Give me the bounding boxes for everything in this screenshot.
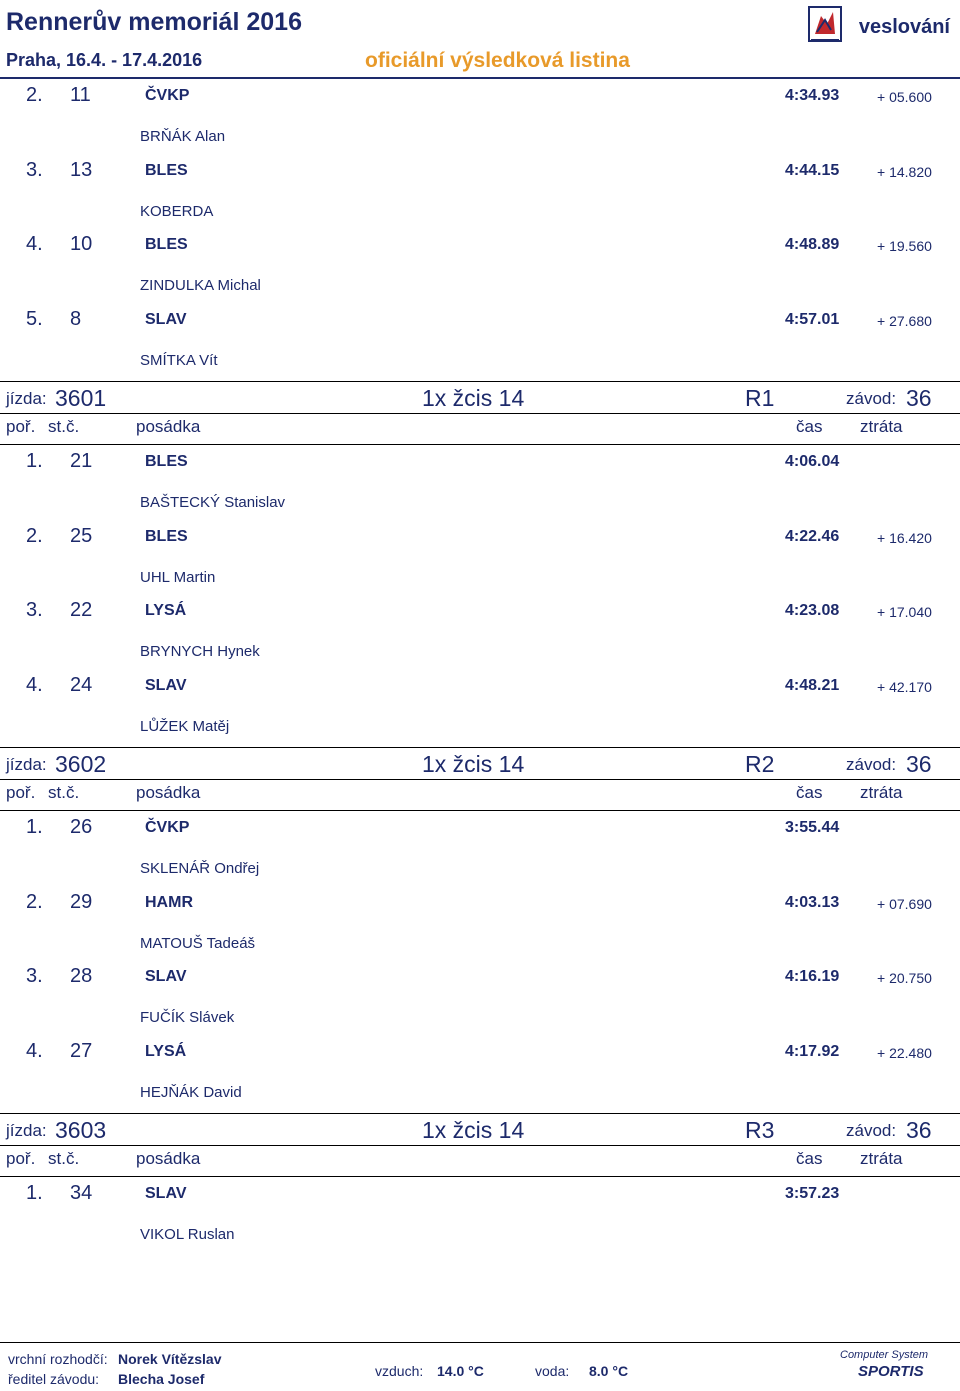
director-name: Blecha Josef	[118, 1371, 205, 1387]
result-rower-name: UHL Martin	[140, 568, 216, 586]
air-temp-label: vzduch:	[375, 1363, 424, 1379]
col-loss: ztráta	[860, 1149, 903, 1168]
result-rank: 2.	[26, 524, 43, 547]
column-header-row	[0, 779, 960, 811]
result-crew: HAMR	[145, 893, 193, 911]
result-start-number: 34	[70, 1182, 93, 1204]
race-round: R1	[745, 385, 775, 411]
heat-number: 3601	[55, 385, 107, 411]
race-header	[0, 1113, 960, 1144]
col-time: čas	[796, 1149, 823, 1168]
result-start-number: 29	[70, 890, 93, 913]
event-number: 36	[906, 751, 932, 777]
water-temp-label: voda:	[535, 1363, 570, 1379]
result-rower-name: LŮŽEK Matěj	[140, 717, 230, 735]
result-crew: BLES	[145, 527, 188, 545]
result-rank: 4.	[26, 673, 43, 696]
result-loss: + 07.690	[877, 895, 932, 912]
result-rank: 4.	[26, 1039, 43, 1062]
event-number: 36	[906, 1117, 932, 1143]
result-rower-name: BAŠTECKÝ Stanislav	[140, 494, 286, 511]
result-time: 4:06.04	[785, 453, 840, 470]
result-time: 4:48.21	[785, 676, 840, 694]
result-start-number: 22	[70, 599, 93, 621]
event-number: 36	[906, 385, 932, 411]
result-rank: 5.	[26, 307, 43, 330]
result-crew: BLES	[145, 453, 188, 470]
chief-referee-label: vrchní rozhodčí:	[8, 1351, 108, 1367]
result-loss: + 19.560	[877, 238, 932, 254]
result-rank: 3.	[26, 158, 43, 181]
result-crew: ČVKP	[145, 87, 190, 104]
boat-class: 1x žcis 14	[422, 385, 525, 411]
rowing-club-logo-icon	[803, 4, 847, 46]
result-rank: 2.	[26, 890, 43, 913]
result-rank: 3.	[26, 599, 43, 621]
result-start-number: 25	[70, 524, 93, 547]
result-crew: SLAV	[145, 310, 187, 328]
result-time: 4:17.92	[785, 1042, 840, 1060]
sport-label: veslování	[858, 16, 950, 38]
boat-class: 1x žcis 14	[422, 1117, 525, 1143]
director-label: ředitel závodu:	[8, 1371, 100, 1387]
result-crew: BLES	[145, 161, 188, 179]
footer	[0, 1342, 960, 1391]
result-crew: SLAV	[145, 1185, 187, 1202]
result-loss: + 27.680	[877, 312, 932, 329]
event-label: závod:	[846, 389, 897, 408]
result-rower-name: HEJŇÁK David	[140, 1083, 242, 1101]
result-time: 4:48.89	[785, 236, 840, 253]
air-temp-value: 14.0 °C	[437, 1363, 484, 1379]
result-time: 4:22.46	[785, 527, 840, 545]
result-crew: LYSÁ	[145, 1042, 187, 1060]
result-loss: + 05.600	[877, 89, 932, 105]
official-results-label: oficiální výsledková listina	[365, 49, 630, 72]
result-crew: SLAV	[145, 676, 187, 694]
result-start-number: 24	[70, 673, 93, 696]
result-start-number: 11	[70, 84, 91, 106]
result-time: 4:23.08	[785, 602, 840, 619]
result-crew: BLES	[145, 236, 188, 253]
col-time: čas	[796, 417, 823, 436]
race-round: R2	[745, 751, 775, 777]
col-crew: posádka	[136, 783, 201, 802]
result-loss: + 16.420	[877, 529, 932, 546]
result-time: 4:34.93	[785, 87, 840, 104]
result-rank: 1.	[26, 450, 43, 472]
result-time: 3:57.23	[785, 1185, 840, 1202]
result-start-number: 13	[70, 158, 93, 181]
result-rank: 4.	[26, 233, 43, 255]
col-time: čas	[796, 783, 823, 802]
col-rank: poř.	[6, 417, 36, 436]
page-title: Rennerův memoriál 2016	[6, 8, 302, 36]
column-header-row	[0, 1145, 960, 1177]
col-rank: poř.	[6, 1149, 36, 1168]
result-rower-name: BRŇÁK Alan	[140, 128, 226, 145]
result-crew: SLAV	[145, 968, 187, 985]
result-time: 4:03.13	[785, 893, 840, 911]
result-start-number: 27	[70, 1039, 93, 1062]
result-rank: 2.	[26, 84, 43, 106]
result-rank: 1.	[26, 1182, 43, 1204]
col-start: st.č.	[48, 417, 80, 436]
col-rank: poř.	[6, 783, 36, 802]
computer-system-label: Computer System	[840, 1349, 929, 1361]
result-start-number: 21	[70, 450, 93, 472]
heat-number: 3603	[55, 1117, 107, 1143]
result-crew: ČVKP	[145, 819, 190, 836]
col-start: st.č.	[48, 783, 80, 802]
col-start: st.č.	[48, 1149, 80, 1168]
result-rower-name: MATOUŠ Tadeáš	[140, 934, 256, 952]
col-crew: posádka	[136, 417, 201, 436]
header-divider	[0, 77, 960, 79]
chief-referee-name: Norek Vítězslav	[118, 1351, 222, 1367]
result-loss: + 42.170	[877, 678, 932, 695]
result-start-number: 8	[70, 307, 82, 330]
event-dates: Praha, 16.4. - 17.4.2016	[6, 50, 203, 70]
result-rower-name: BRYNYCH Hynek	[140, 643, 260, 660]
result-loss: + 20.750	[877, 970, 932, 986]
result-start-number: 28	[70, 965, 93, 987]
race-header	[0, 381, 960, 412]
result-rower-name: ZINDULKA Michal	[140, 277, 261, 294]
result-time: 4:57.01	[785, 310, 840, 328]
result-rower-name: VIKOL Ruslan	[140, 1226, 235, 1243]
result-loss: + 17.040	[877, 604, 932, 620]
result-loss: + 14.820	[877, 163, 932, 180]
col-loss: ztráta	[860, 417, 903, 436]
water-temp-value: 8.0 °C	[589, 1363, 629, 1379]
event-label: závod:	[846, 1121, 897, 1140]
col-crew: posádka	[136, 1149, 201, 1168]
column-header-row	[0, 413, 960, 445]
boat-class: 1x žcis 14	[422, 751, 525, 777]
result-time: 4:16.19	[785, 968, 840, 985]
result-rank: 1.	[26, 816, 43, 838]
result-rower-name: FUČÍK Slávek	[140, 1009, 235, 1026]
heat-label: jízda:	[6, 389, 47, 408]
result-time: 3:55.44	[785, 819, 840, 836]
col-loss: ztráta	[860, 783, 903, 802]
result-crew: LYSÁ	[145, 602, 187, 619]
heat-label: jízda:	[6, 1121, 47, 1140]
race-round: R3	[745, 1117, 775, 1143]
result-rower-name: SKLENÁŘ Ondřej	[140, 860, 260, 877]
result-start-number: 26	[70, 816, 93, 838]
event-label: závod:	[846, 755, 897, 774]
race-header	[0, 747, 960, 778]
result-rower-name: SMÍTKA Vít	[140, 351, 218, 369]
result-loss: + 22.480	[877, 1044, 932, 1061]
result-start-number: 10	[70, 233, 93, 255]
result-time: 4:44.15	[785, 161, 840, 179]
result-rower-name: KOBERDA	[140, 202, 214, 220]
sportis-logo: SPORTIS	[858, 1363, 924, 1380]
heat-label: jízda:	[6, 755, 47, 774]
result-rank: 3.	[26, 965, 43, 987]
heat-number: 3602	[55, 751, 107, 777]
